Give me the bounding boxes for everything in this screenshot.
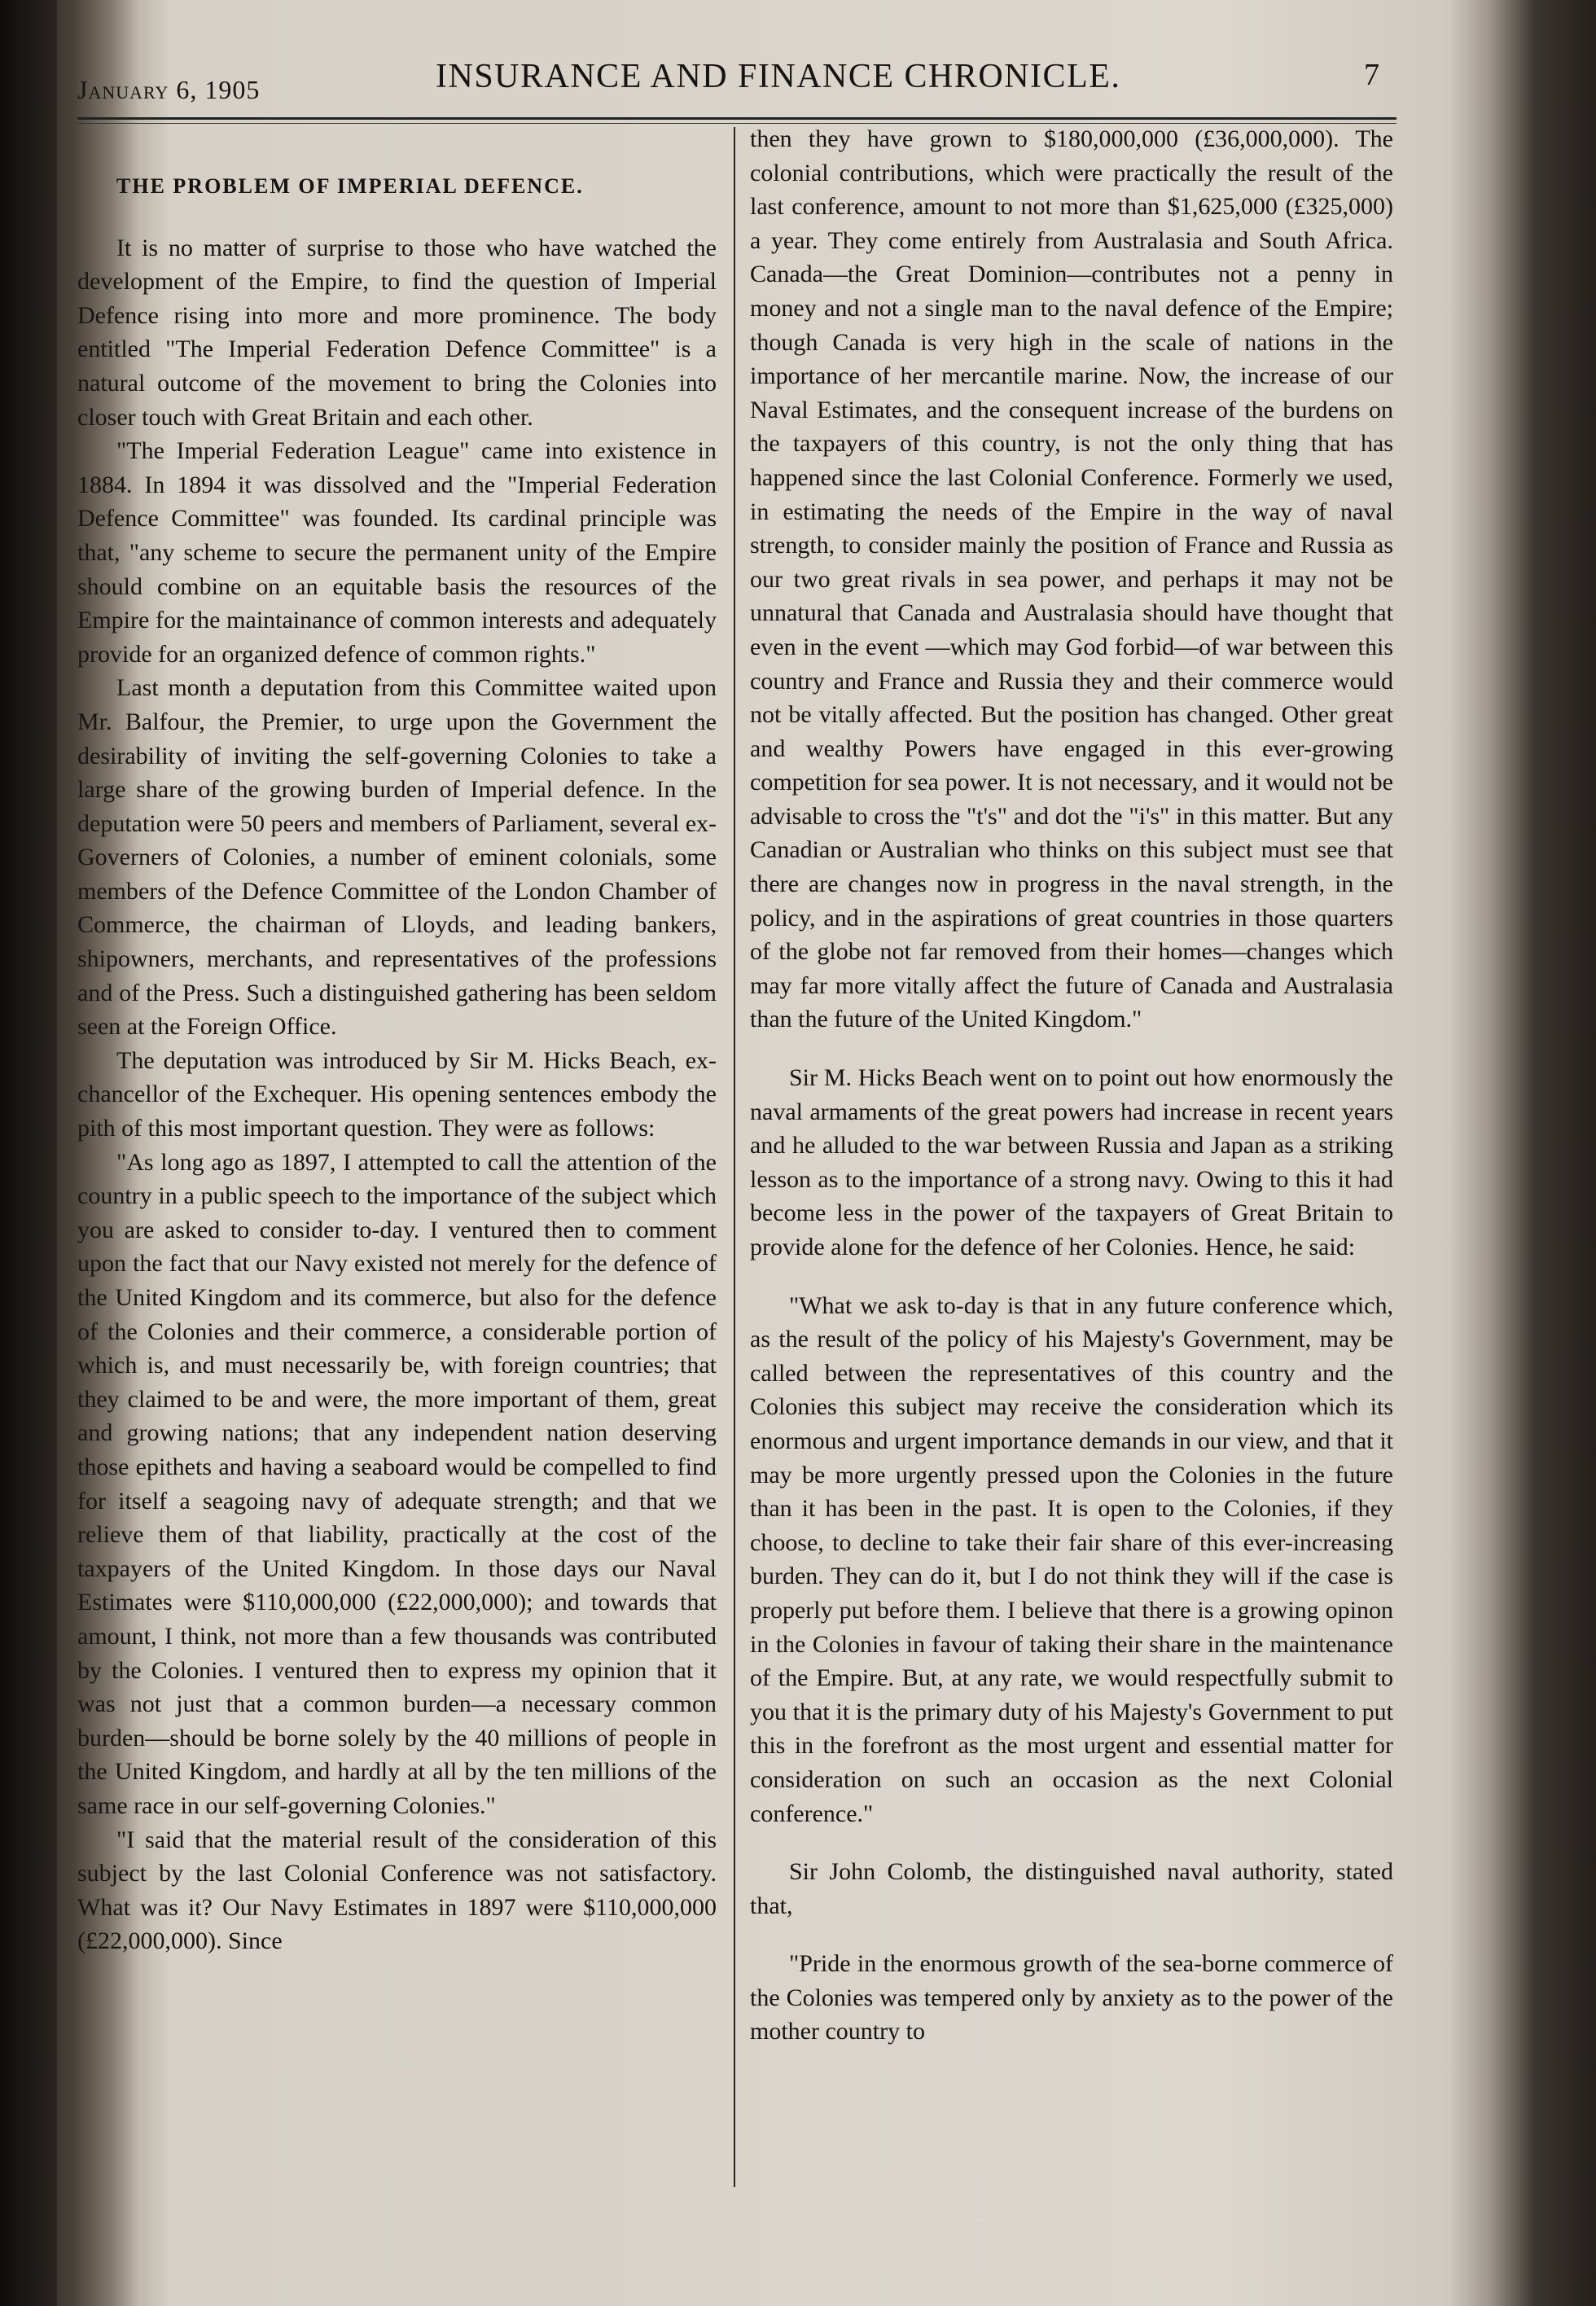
paragraph: The deputation was introduced by Sir M. Hicks Beach, ex-chancellor of the Exchequer. His opening sentences embody the pith of this most important question. They were as follows: <box>77 1046 717 1142</box>
left-column <box>77 130 717 1958</box>
page-number: 7 <box>1364 58 1379 92</box>
issue-date: January 6, 1905 <box>77 75 261 104</box>
column-divider <box>734 127 735 2187</box>
quote-paragraph: "What we ask to-day is that in any future conference which, as the result of the policy of his Majesty's Government, may be called between the representatives of this country and the Colonies this subject may receive the consideration which its enormous and urgent importance demands in our view, and that it may be more urgently pressed upon the Colonies in the future than it has been in the past. It is open to the Colonies, if they choose, to decline to take their fair share of this ever-increasing burden. They can do it, but I do not think they will if the case is properly put before them. I believe that there is a growing opinon in the Colonies in favour of taking their share in the maintenance of the Empire. But, at any rate, we would respectfully submit to you that it is the primary duty of his Majesty's Government to put this in the forefront as the most urgent and essential matter for consideration on such an occasion as the next Colonial conference." <box>750 1291 1393 1827</box>
continued-paragraph: then they have grown to $180,000,000 (£36,000,000). The colonial contributions, which were practically the result of the last conference, amount to not more than $1,625,000 (£325,000) a year. They come entirely from Australasia and South Africa. Canada—the Great Dominion—contributes not a penny in money and not a single man to the naval defence of the Empire; though Canada is very high in the scale of nations in the importance of her mercantile marine. Now, the increase of our Naval Estimates, and the consequent increase of the burdens on the taxpayers of this country, is not the only thing that has happened since the last Colonial Conference. Formerly we used, in estimating the needs of the Empire in the way of naval strength, to consider mainly the position of France and Russia as our two great rivals in sea power, and perhaps it may not be unnatural that Canada and Australasia should have thought that even in the event —which may God forbid—of war between this country and France and Russia they and their commerce would not be vitally affected. But the position has changed. Other great and wealthy Powers have engaged in this ever-growing competition for sea power. It is not necessary, and it would not be advisable to cross the "t's" and dot the "i's" in this matter. But any Canadian or Australian who thinks on this subject must see that there are changes now in progress in the naval strength, in the policy, and in the aspirations of great countries in those quarters of the globe not far removed from their homes—changes which may far more vitally affect the future of Canada and Australasia than the future of the United Kingdom." <box>750 125 1393 1033</box>
paragraph: "The Imperial Federation League" came into existence in 1884. In 1894 it was dissolved and the "Imperial Federation Defence Committee" was founded. Its cardinal principle was that, "any scheme to secure the permanent unity of the Empire should combine on an equitable basis the resources of the Empire for the maintainance of common interests and adequately provide for an organized defence of common rights." <box>77 437 717 668</box>
paragraph: Sir M. Hicks Beach went on to point out how enormously the naval armaments of the great powers had increase in recent years and he alluded to the war between Russia and Japan as a striking lesson as to the importance of a strong navy. Owing to this it had become less in the power of the taxpayers of Great Britain to provide alone for the defence of her Colonies. Hence, he said: <box>750 1064 1393 1260</box>
quote-paragraph: "Pride in the enormous growth of the sea-borne commerce of the Colonies was tempered only by anxiety as to the power of the mother country to <box>750 1950 1393 2045</box>
article-title: THE PROBLEM OF IMPERIAL DEFENCE. <box>116 174 584 198</box>
quote-paragraph: "As long ago as 1897, I attempted to call the attention of the country in a public speech to the importance of the subject which you are asked to consider to-day. I ventured then to comment upon the fact that our Navy existed not merely for the defence of the United Kingdom and its commerce, but also for the defence of the Colonies and their commerce, a considerable portion of which is, and must necessarily be, with foreign countries; that they claimed to be and were, the more important of them, great and growing nations; that any independent nation deserving those epithets and having a seaboard would be compelled to find for itself a seagoing navy of adequate strength; and that we relieve them of that liability, practically at the cost of the taxpayers of the United Kingdom. In those days our Naval Estimates were $110,000,000 (£22,000,000); and towards that amount, I think, not more than a few thousands was contributed by the Colonies. I ventured then to express my opinion that it was not just that a common burden—a necessary common burden—should be borne solely by the 40 millions of people in the United Kingdom, and hardly at all by the ten millions of the same race in our self-governing Colonies." <box>77 1148 717 1819</box>
page-header <box>77 33 1462 104</box>
paragraph: Last month a deputation from this Committee waited upon Mr. Balfour, the Premier, to urge upon the Government the desirability of inviting the self-governing Colonies to take a large share of the growing burden of Imperial defence. In the deputation were 50 peers and members of Parliament, several ex-Governers of Colonies, a number of eminent colonials, some members of the Defence Committee of the London Chamber of Commerce, the chairman of Lloyds, and leading bankers, shipowners, merchants, and representatives of the professions and of the Press. Such a distinguished gathering has been seldom seen at the Foreign Office. <box>77 674 717 1041</box>
header-rule <box>77 117 1396 120</box>
right-column <box>750 122 1393 2049</box>
quote-paragraph: "I said that the material result of the consideration of this subject by the last Colonial Conference was not satisfactory. What was it? Our Navy Estimates in 1897 were $110,000,000 (£22,000,000). Since <box>77 1826 717 1955</box>
newspaper-page <box>77 33 1462 2280</box>
binding-shadow <box>0 0 57 2306</box>
paragraph: Sir John Colomb, the distinguished naval authority, stated that, <box>750 1858 1393 1919</box>
masthead-title: INSURANCE AND FINANCE CHRONICLE. <box>436 58 1121 95</box>
paragraph: It is no matter of surprise to those who have watched the development of the Empire, to find the question of Imperial Defence rising into more and more prominence. The body entitled "The Imperial Federation Defence Committee" is a natural outcome of the movement to bring the Colonies into closer touch with Great Britain and each other. <box>77 234 717 431</box>
